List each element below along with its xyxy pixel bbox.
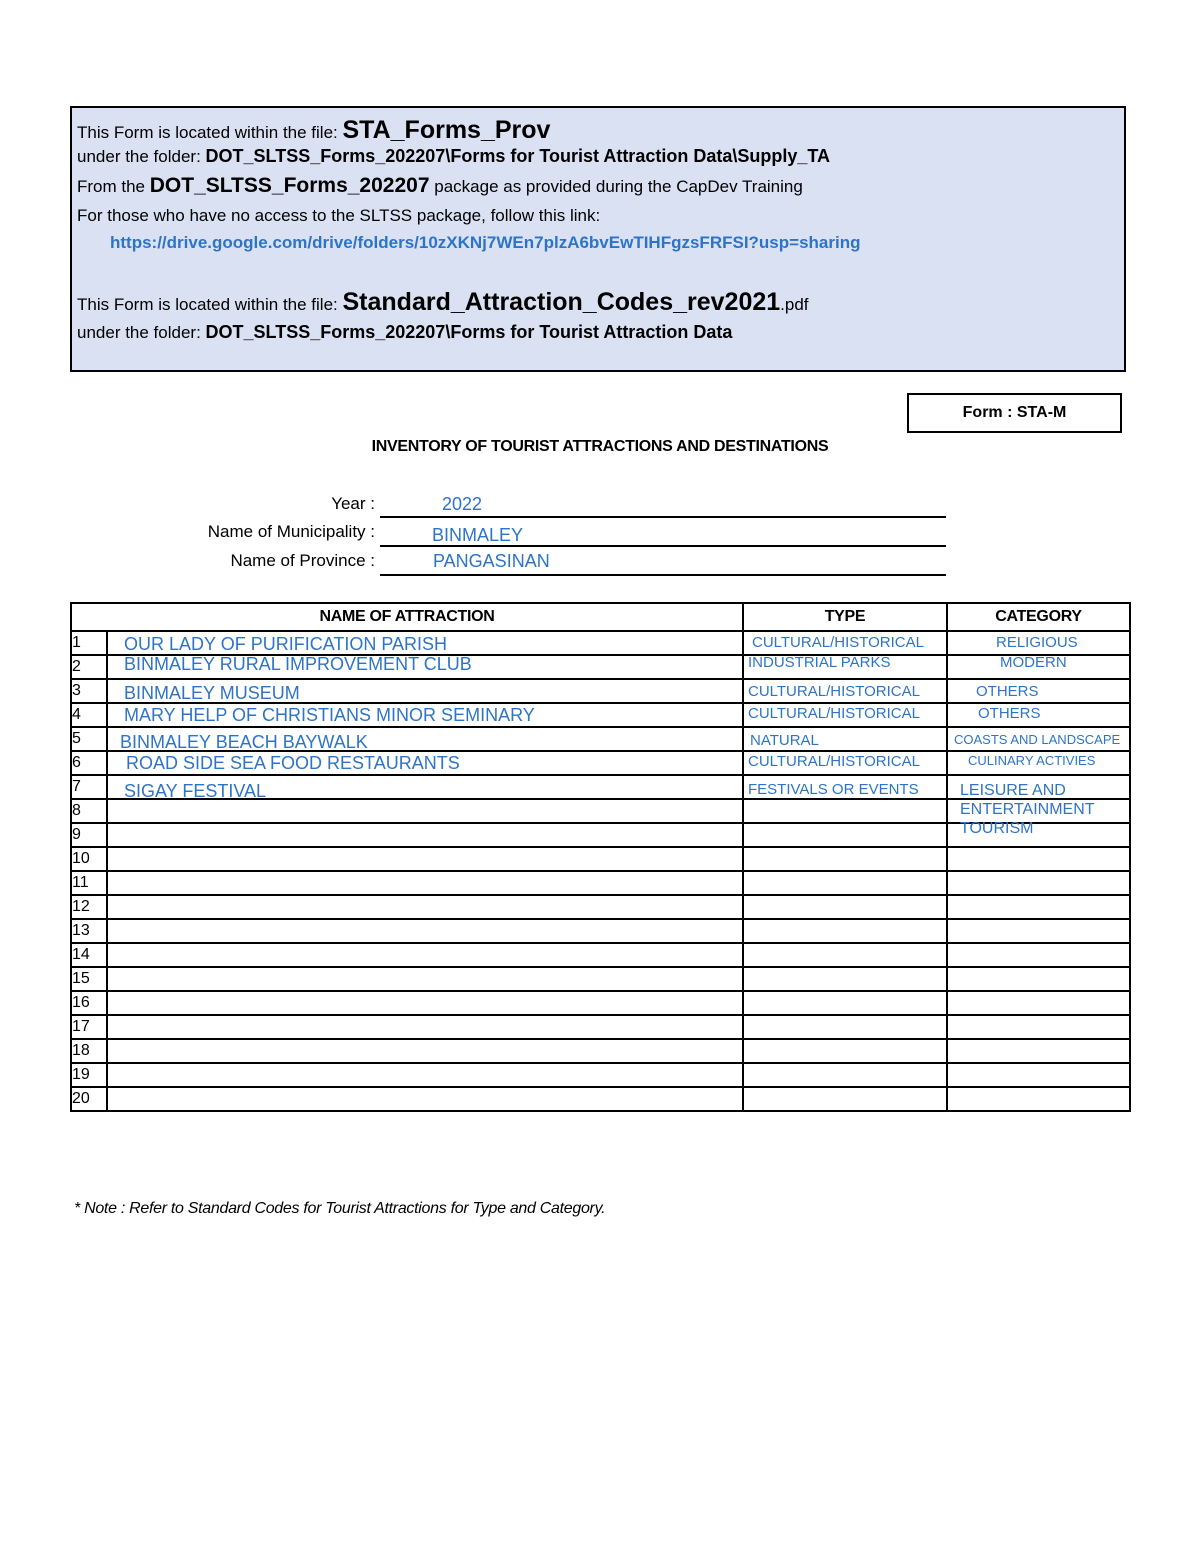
attraction-name-cell[interactable] [107,775,743,799]
attraction-name-cell[interactable] [107,799,743,823]
row-number: 14 [71,943,107,967]
attraction-type-cell[interactable] [743,655,947,679]
row-number: 8 [71,799,107,823]
year-value[interactable]: 2022 [442,494,483,514]
attraction-category-cell[interactable] [947,919,1130,943]
attraction-name-cell[interactable] [107,1039,743,1063]
info-package-name: DOT_SLTSS_Forms_202207 [149,174,430,197]
info-line-4: For those who have no access to the SLTSS package, follow this link: [77,206,601,225]
attraction-type-cell[interactable] [743,703,947,727]
header-category: CATEGORY [947,603,1130,631]
table-row [71,967,1130,991]
row-number: 7 [71,775,107,799]
attraction-name-cell[interactable] [107,1063,743,1087]
row-number: 2 [71,655,107,679]
table-row [71,847,1130,871]
table-row [71,895,1130,919]
row-number: 5 [71,727,107,751]
attraction-type-cell[interactable] [743,751,947,775]
attraction-name-cell[interactable] [107,655,743,679]
attraction-category-cell[interactable] [947,943,1130,967]
attraction-category-text: COASTS AND LANDSCAPE [954,732,1121,747]
table-row [71,631,1130,655]
table-row [71,1015,1130,1039]
attraction-type-text: CULTURAL/HISTORICAL [748,753,920,770]
attraction-category-cell[interactable] [947,655,1130,679]
attraction-type-cell[interactable] [743,799,947,823]
info-line-3-prefix: From the [77,177,146,196]
table-row [71,751,1130,775]
row-number: 1 [71,631,107,655]
table-header-row [71,603,1130,631]
attraction-type-text: CULTURAL/HISTORICAL [752,634,924,651]
province-label: Name of Province : [230,551,375,570]
attraction-type-cell[interactable] [743,919,947,943]
info-line-7 [77,322,732,343]
attraction-type-cell[interactable] [743,775,947,799]
row-number: 13 [71,919,107,943]
attraction-type-cell[interactable] [743,679,947,703]
attraction-name-cell[interactable] [107,823,743,847]
info-line-6 [77,288,809,317]
attraction-name-cell[interactable] [107,703,743,727]
attraction-name-cell[interactable] [107,631,743,655]
attraction-name-cell[interactable] [107,847,743,871]
attraction-category-text: LEISURE AND ENTERTAINMENT TOURISM [960,782,1095,837]
page-title: INVENTORY OF TOURIST ATTRACTIONS AND DESTINATIONS [371,438,829,455]
attraction-category-text: OTHERS [976,683,1039,700]
attraction-name-cell[interactable] [107,871,743,895]
info-line-3-suffix: package as provided during the CapDev Training [434,177,803,196]
attraction-category-cell[interactable] [947,967,1130,991]
info-folder-path: DOT_SLTSS_Forms_202207\Forms for Tourist Attraction Data\Supply_TA [205,146,831,166]
attraction-type-cell[interactable] [743,847,947,871]
municipality-label: Name of Municipality : [207,522,375,541]
info-line-1 [77,116,550,145]
row-number: 6 [71,751,107,775]
table-row [71,727,1130,751]
attraction-name-cell[interactable] [107,1087,743,1111]
attraction-name-cell[interactable] [107,1015,743,1039]
attraction-type-cell[interactable] [743,1087,947,1111]
attraction-name-cell[interactable] [107,727,743,751]
attraction-category-cell[interactable] [947,847,1130,871]
attraction-type-cell[interactable] [743,943,947,967]
row-number: 4 [71,703,107,727]
attraction-type-text: FESTIVALS OR EVENTS [748,781,919,798]
attraction-type-text: INDUSTRIAL PARKS [748,654,891,671]
row-number: 9 [71,823,107,847]
row-number: 11 [71,871,107,895]
attraction-type-cell[interactable] [743,727,947,751]
attraction-type-cell[interactable] [743,967,947,991]
table-row [71,703,1130,727]
attraction-category-cell[interactable] [947,775,1130,837]
attraction-name-text: ROAD SIDE SEA FOOD RESTAURANTS [126,753,460,773]
attraction-name-cell[interactable] [107,679,743,703]
municipality-underline [380,545,946,547]
attraction-category-text: OTHERS [978,705,1041,722]
table-body [71,631,1130,1111]
attraction-name-text: MARY HELP OF CHRISTIANS MINOR SEMINARY [124,705,535,725]
attraction-type-cell[interactable] [743,1039,947,1063]
attraction-category-cell[interactable] [947,1087,1130,1111]
attraction-type-cell[interactable] [743,1015,947,1039]
attraction-type-cell[interactable] [743,823,947,847]
info-box [70,106,1126,372]
row-number: 16 [71,991,107,1015]
info-line-2 [77,146,830,167]
attraction-type-text: NATURAL [750,732,819,749]
year-underline [380,516,946,518]
drive-link[interactable]: https://drive.google.com/drive/folders/10zXKNj7WEn7plzA6bvEwTIHFgzsFRFSI?usp=sharing [110,233,861,252]
province-underline [380,574,946,576]
info-codes-file-name: Standard_Attraction_Codes_rev2021 [342,288,781,316]
attraction-type-cell[interactable] [743,895,947,919]
table-row [71,991,1130,1015]
table-row [71,919,1130,943]
attraction-type-cell[interactable] [743,991,947,1015]
attraction-type-cell[interactable] [743,631,947,655]
table-row [71,943,1130,967]
table-row [71,655,1130,679]
attraction-category-text: MODERN [1000,654,1067,671]
row-number: 3 [71,679,107,703]
attraction-name-cell[interactable] [107,943,743,967]
province-value[interactable]: PANGASINAN [433,551,550,571]
info-line-7-prefix: under the folder: [77,323,201,342]
info-line-3 [77,174,803,198]
attraction-name-cell[interactable] [107,991,743,1015]
year-label: Year : [331,494,375,513]
attraction-category-text: RELIGIOUS [996,634,1078,651]
attraction-type-cell[interactable] [743,871,947,895]
header-type: TYPE [743,603,947,631]
info-file-name: STA_Forms_Prov [342,116,551,144]
row-number: 19 [71,1063,107,1087]
info-codes-file-ext: .pdf [780,295,809,314]
info-codes-folder-path: DOT_SLTSS_Forms_202207\Forms for Tourist Attraction Data [205,322,733,342]
table-row [71,1087,1130,1111]
table-row [71,775,1130,799]
attractions-table [70,602,1131,1112]
attraction-category-cell[interactable] [947,1063,1130,1087]
attraction-name-text: BINMALEY MUSEUM [124,683,300,703]
table-row [71,1039,1130,1063]
row-number: 18 [71,1039,107,1063]
attraction-name-cell[interactable] [107,967,743,991]
info-line-2-prefix: under the folder: [77,147,201,166]
attraction-category-cell[interactable] [947,703,1130,727]
attraction-name-cell[interactable] [107,751,743,775]
attraction-category-cell[interactable] [947,679,1130,703]
table-row [71,679,1130,703]
attraction-category-cell[interactable] [947,895,1130,919]
footnote: * Note : Refer to Standard Codes for Tourist Attractions for Type and Category. [74,1200,606,1217]
attraction-name-text: BINMALEY RURAL IMPROVEMENT CLUB [124,654,472,674]
attraction-type-text: CULTURAL/HISTORICAL [748,705,920,722]
attraction-category-cell[interactable] [947,871,1130,895]
attraction-type-cell[interactable] [743,1063,947,1087]
info-line-1-prefix: This Form is located within the file: [77,123,338,142]
row-number: 10 [71,847,107,871]
attraction-name-text: BINMALEY BEACH BAYWALK [120,732,368,752]
attraction-name-cell[interactable] [107,895,743,919]
row-number: 17 [71,1015,107,1039]
attraction-category-cell[interactable] [947,991,1130,1015]
attraction-category-cell[interactable] [947,1039,1130,1063]
row-number: 15 [71,967,107,991]
municipality-value[interactable]: BINMALEY [432,525,524,545]
attraction-category-cell[interactable] [947,751,1130,775]
attraction-name-text: OUR LADY OF PURIFICATION PARISH [124,634,448,654]
attraction-category-cell[interactable] [947,1015,1130,1039]
table-row [71,1063,1130,1087]
row-number: 20 [71,1087,107,1111]
attraction-category-text: CULINARY ACTIVIES [968,753,1096,768]
attraction-category-cell[interactable] [947,631,1130,655]
header-name-of-attraction: NAME OF ATTRACTION [71,603,743,631]
attraction-category-cell[interactable] [947,727,1130,751]
attraction-type-text: CULTURAL/HISTORICAL [748,683,920,700]
form-code-box: Form : STA-M [907,393,1122,433]
info-line-6-prefix: This Form is located within the file: [77,295,338,314]
attraction-name-cell[interactable] [107,919,743,943]
row-number: 12 [71,895,107,919]
attraction-name-text: SIGAY FESTIVAL [124,781,267,801]
table-row [71,871,1130,895]
